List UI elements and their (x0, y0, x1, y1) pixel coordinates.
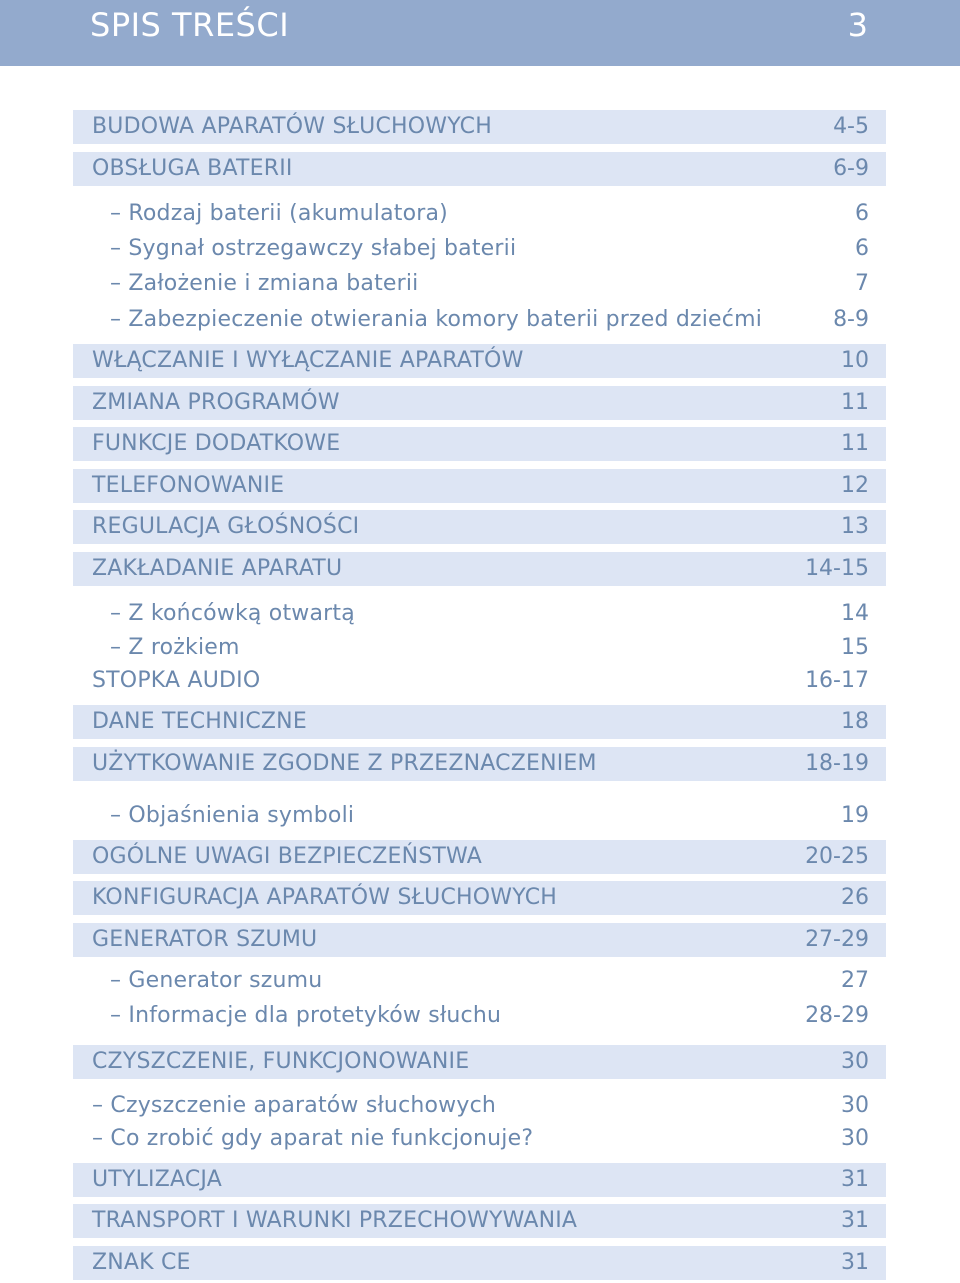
toc-entry[interactable] (73, 552, 886, 586)
toc-entry-page: 6 (855, 236, 869, 261)
toc-entry-label: KONFIGURACJA APARATÓW SŁUCHOWYCH (92, 885, 557, 910)
toc-entry[interactable] (73, 344, 886, 378)
toc-entry[interactable] (73, 152, 886, 186)
toc-entry[interactable] (73, 840, 886, 874)
toc-entry-label: ZNAK CE (92, 1250, 191, 1275)
toc-entry-label: CZYSZCZENIE, FUNKCJONOWANIE (92, 1049, 470, 1074)
page-title: SPIS TREŚCI (90, 6, 290, 44)
toc-entry-page: 30 (841, 1126, 869, 1151)
toc-entry-page: 15 (841, 635, 869, 660)
toc-entry[interactable] (73, 386, 886, 420)
toc-entry-label: DANE TECHNICZNE (92, 709, 307, 734)
toc-entry-page: 30 (841, 1049, 869, 1074)
toc-entry-label: – Czyszczenie aparatów słuchowych (92, 1093, 497, 1118)
toc-entry[interactable] (73, 469, 886, 503)
toc-entry-label: UTYLIZACJA (92, 1167, 222, 1192)
toc-entry-page: 13 (841, 514, 869, 539)
toc-subentry[interactable] (73, 1089, 886, 1123)
toc-entry[interactable] (73, 110, 886, 144)
toc-entry-label: UŻYTKOWANIE ZGODNE Z PRZEZNACZENIEM (92, 751, 597, 776)
toc-entry-label: ZAKŁADANIE APARATU (92, 556, 343, 581)
toc-entry-page: 12 (841, 473, 869, 498)
toc-subentry[interactable] (73, 1122, 886, 1156)
toc-entry-label: – Objaśnienia symboli (110, 803, 355, 828)
toc-entry-label: – Informacje dla protetyków słuchu (110, 1003, 502, 1028)
toc-entry-page: 11 (841, 431, 869, 456)
toc-entry-label: – Z rożkiem (110, 635, 240, 660)
toc-entry-page: 27-29 (805, 927, 869, 952)
toc-entry-label: WŁĄCZANIE I WYŁĄCZANIE APARATÓW (92, 348, 524, 373)
toc-entry-label: STOPKA AUDIO (92, 668, 261, 693)
toc-entry-label: ZMIANA PROGRAMÓW (92, 390, 340, 415)
toc-entry-page: 14-15 (805, 556, 869, 581)
toc-entry-label: – Założenie i zmiana baterii (110, 271, 419, 296)
toc-subentry[interactable] (73, 267, 886, 301)
toc-entry-page: 30 (841, 1093, 869, 1118)
toc-entry[interactable] (73, 427, 886, 461)
toc-entry-label: – Zabezpieczenie otwierania komory baterii przed dziećmi (110, 307, 763, 332)
toc-entry-page: 11 (841, 390, 869, 415)
toc-entry-page: 4-5 (833, 114, 869, 139)
toc-entry[interactable] (73, 1163, 886, 1197)
toc-entry[interactable] (73, 664, 886, 698)
toc-entry-page: 31 (841, 1250, 869, 1275)
page-number: 3 (847, 6, 868, 44)
toc-entry-label: – Generator szumu (110, 968, 323, 993)
toc-entry-label: REGULACJA GŁOŚNOŚCI (92, 514, 360, 539)
toc-entry[interactable] (73, 881, 886, 915)
toc-entry-page: 27 (841, 968, 869, 993)
toc-entry-page: 31 (841, 1208, 869, 1233)
toc-entry-label: – Rodzaj baterii (akumulatora) (110, 201, 448, 226)
toc-subentry[interactable] (73, 597, 886, 631)
toc-entry[interactable] (73, 510, 886, 544)
toc-entry-label: OGÓLNE UWAGI BEZPIECZEŃSTWA (92, 844, 483, 869)
toc-entry-page: 18 (841, 709, 869, 734)
toc-entry-page: 6-9 (833, 156, 869, 181)
toc-entry[interactable] (73, 1204, 886, 1238)
toc-subentry[interactable] (73, 799, 886, 833)
toc-entry-label: OBSŁUGA BATERII (92, 156, 293, 181)
toc-entry-page: 20-25 (805, 844, 869, 869)
toc-entry-label: TRANSPORT I WARUNKI PRZECHOWYWANIA (92, 1208, 578, 1233)
toc-entry-label: TELEFONOWANIE (92, 473, 285, 498)
toc-subentry[interactable] (73, 999, 886, 1033)
toc-subentry[interactable] (73, 232, 886, 266)
toc-entry-page: 26 (841, 885, 869, 910)
toc-entry-page: 16-17 (805, 668, 869, 693)
page-header (0, 0, 960, 66)
toc-entry-page: 6 (855, 201, 869, 226)
toc-entry-page: 28-29 (805, 1003, 869, 1028)
toc-subentry[interactable] (73, 631, 886, 665)
toc-entry-page: 10 (841, 348, 869, 373)
toc-entry-page: 19 (841, 803, 869, 828)
toc-entry-page: 14 (841, 601, 869, 626)
toc-entry-label: BUDOWA APARATÓW SŁUCHOWYCH (92, 114, 492, 139)
toc-entry[interactable] (73, 1246, 886, 1280)
toc-entry-label: – Z końcówką otwartą (110, 601, 355, 626)
toc-entry-label: FUNKCJE DODATKOWE (92, 431, 341, 456)
toc-entry[interactable] (73, 705, 886, 739)
toc-entry-label: – Co zrobić gdy aparat nie funkcjonuje? (92, 1126, 534, 1151)
toc-entry[interactable] (73, 747, 886, 781)
toc-entry-page: 31 (841, 1167, 869, 1192)
toc-entry-label: GENERATOR SZUMU (92, 927, 318, 952)
toc-entry-page: 8-9 (833, 307, 869, 332)
toc-entry-page: 18-19 (805, 751, 869, 776)
toc-subentry[interactable] (73, 303, 886, 337)
toc-entry-page: 7 (855, 271, 869, 296)
toc-entry[interactable] (73, 1045, 886, 1079)
toc-subentry[interactable] (73, 964, 886, 998)
toc-entry[interactable] (73, 923, 886, 957)
toc-entry-label: – Sygnał ostrzegawczy słabej baterii (110, 236, 517, 261)
toc-subentry[interactable] (73, 197, 886, 231)
